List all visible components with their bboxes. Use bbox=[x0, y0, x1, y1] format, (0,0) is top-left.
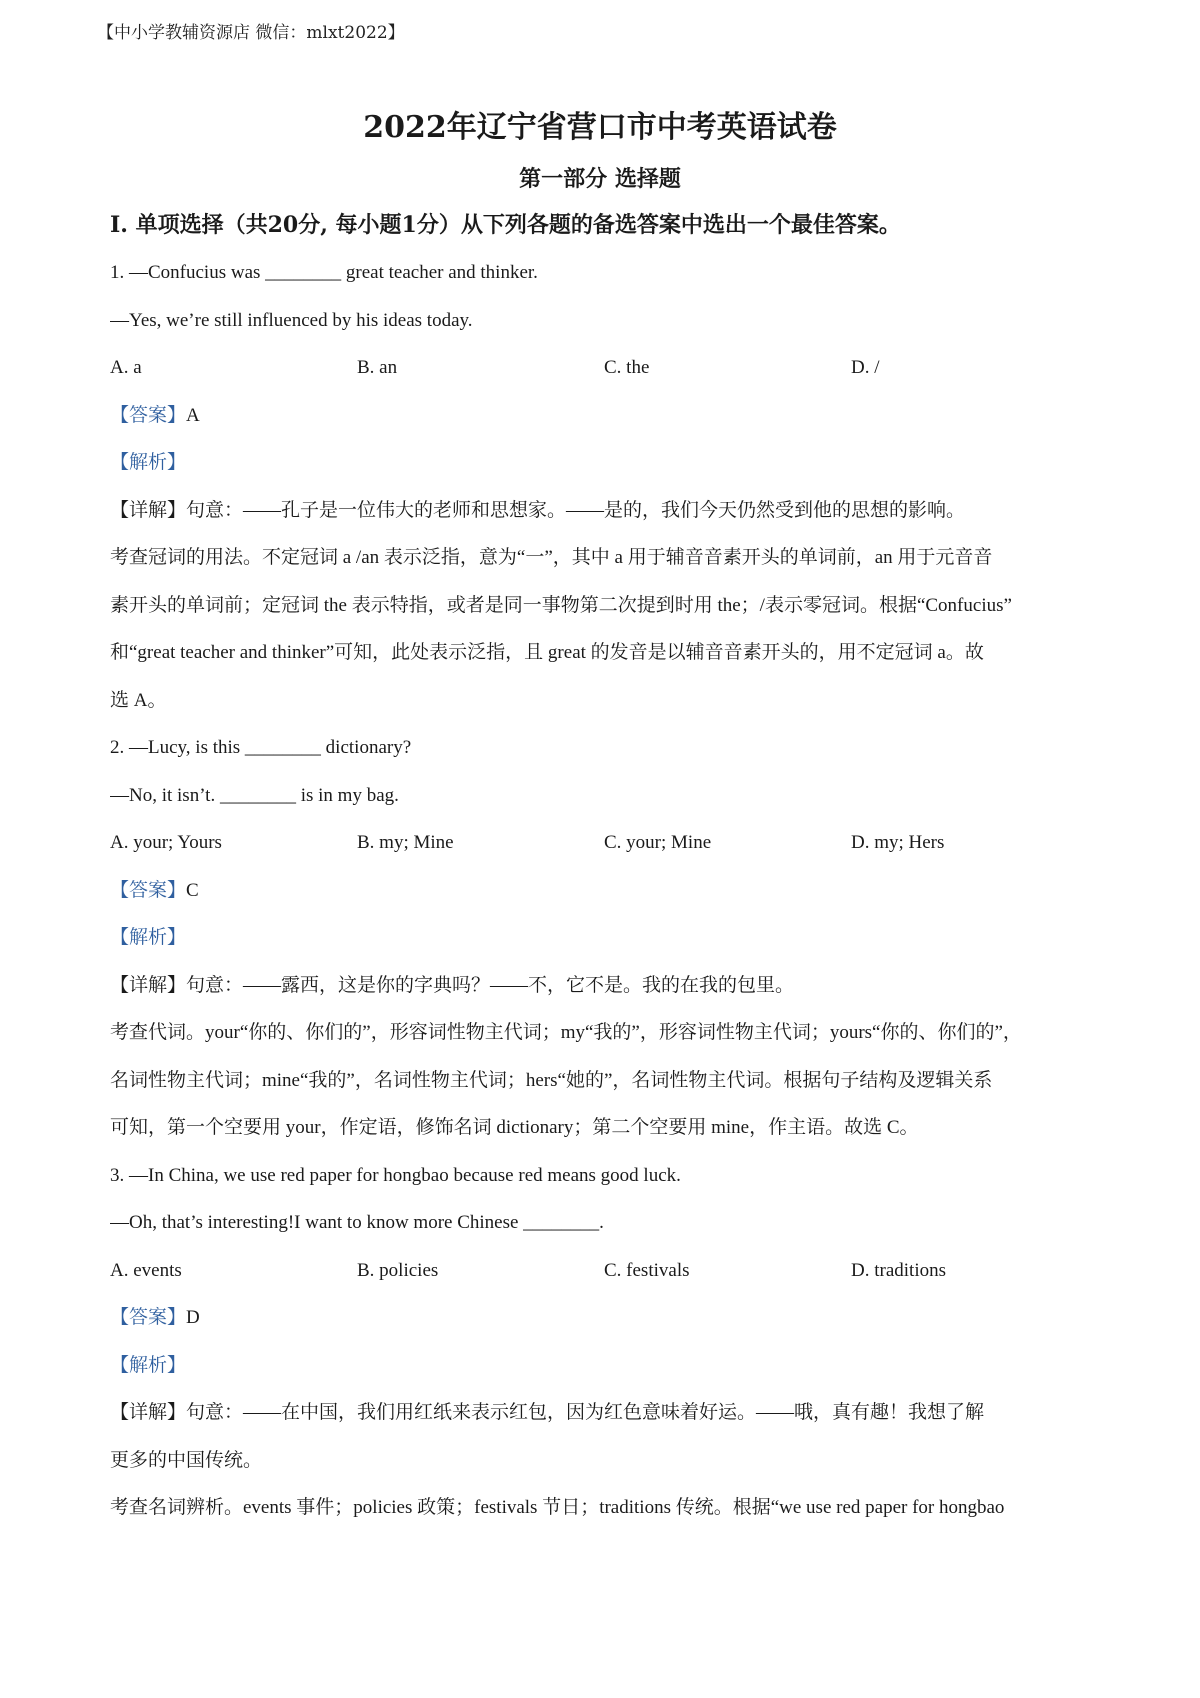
q3-detail-text1: 句意：——在中国，我们用红纸来表示红包，因为红色意味着好运。——哦，真有趣！我想了解 bbox=[186, 1402, 985, 1423]
answer-tag: 【答案】 bbox=[110, 404, 187, 426]
q1-answer bbox=[110, 401, 1100, 449]
q3-options bbox=[110, 1256, 1100, 1304]
q3-detail-line2: 更多的中国传统。 bbox=[110, 1449, 263, 1471]
q1-detail-line2: 考查冠词的用法。不定冠词 a /an 表示泛指，意为“一”，其中 a 用于辅音音素开头的单词前，an 用于元音音 bbox=[110, 547, 993, 568]
part-heading: 第一部分 选择题 bbox=[519, 166, 681, 192]
answer-tag: 【答案】 bbox=[110, 879, 187, 901]
q3-answer-value: D bbox=[186, 1307, 200, 1328]
q2-stem-line1: 2. —Lucy, is this ________ dictionary? bbox=[110, 737, 412, 758]
q2-detail-line2: 考查代词。your“你的、你们的”，形容词性物主代词；my“我的”，形容词性物主代词；yours“你的、你们的”， bbox=[110, 1022, 1022, 1043]
detail-tag: 【详解】 bbox=[110, 1402, 187, 1423]
page-title: 2022年辽宁省营口市中考英语试卷 bbox=[363, 110, 837, 145]
q2-detail-line4: 可知，第一个空要用 your，作定语，修饰名词 dictionary；第二个空要用 mine，作主语。故选 C。 bbox=[110, 1117, 919, 1138]
q2-detail-line1 bbox=[110, 971, 1100, 1019]
analysis-tag: 【解析】 bbox=[110, 452, 187, 473]
q1-detail-text1: 句意：——孔子是一位伟大的老师和思想家。——是的，我们今天仍然受到他的思想的影响。 bbox=[186, 499, 966, 521]
q1-analysis bbox=[110, 448, 1100, 496]
q3-stem-line1: 3. —In China, we use red paper for hongbao because red means good luck. bbox=[110, 1164, 681, 1186]
q2-analysis bbox=[110, 923, 1100, 971]
analysis-tag: 【解析】 bbox=[110, 927, 187, 948]
q3-option-a: A. events bbox=[110, 1259, 182, 1281]
q1-detail-line5: 选 A。 bbox=[110, 689, 167, 711]
q1-option-a: A. a bbox=[110, 357, 142, 378]
q2-option-c: C. your; Mine bbox=[604, 832, 712, 853]
q3-option-b: B. policies bbox=[357, 1259, 439, 1281]
analysis-tag: 【解析】 bbox=[110, 1354, 187, 1376]
detail-tag: 【详解】 bbox=[110, 499, 187, 521]
q1-option-d: D. / bbox=[851, 357, 880, 378]
q3-detail-line1 bbox=[110, 1398, 1100, 1446]
q1-detail-line4: 和“great teacher and thinker”可知，此处表示泛指，且 great 的发音是以辅音音素开头的，用不定冠词 a。故 bbox=[110, 642, 984, 663]
q2-stem-line2: —No, it isn’t. ________ is in my bag. bbox=[110, 784, 399, 806]
q1-option-b: B. an bbox=[357, 357, 398, 378]
q3-option-c: C. festivals bbox=[604, 1259, 690, 1281]
q2-detail-text1: 句意：——露西，这是你的字典吗？——不，它不是。我的在我的包里。 bbox=[186, 974, 795, 996]
section-heading: I. 单项选择（共20分, 每小题1分）从下列各题的备选答案中选出一个最佳答案。 bbox=[110, 212, 901, 238]
q2-option-d: D. my; Hers bbox=[851, 832, 945, 853]
q1-detail-line1 bbox=[110, 496, 1100, 544]
q3-stem-line2: —Oh, that’s interesting!I want to know more Chinese ________. bbox=[110, 1212, 604, 1233]
watermark: 【中小学教辅资源店 微信：mlxt2022】 bbox=[97, 23, 405, 43]
q3-answer bbox=[110, 1303, 1100, 1351]
q1-options bbox=[110, 353, 1100, 401]
answer-tag: 【答案】 bbox=[110, 1307, 187, 1328]
q1-option-c: C. the bbox=[604, 357, 650, 378]
q2-answer-value: C bbox=[186, 879, 199, 901]
q1-answer-value: A bbox=[186, 404, 200, 426]
q2-options bbox=[110, 828, 1100, 876]
q1-stem-line2: —Yes, we’re still influenced by his ideas today. bbox=[110, 309, 473, 331]
q2-detail-line3: 名词性物主代词；mine“我的”，名词性物主代词；hers“她的”，名词性物主代词。根据句子结构及逻辑关系 bbox=[110, 1069, 993, 1091]
questions-body bbox=[110, 258, 1100, 1541]
q2-answer bbox=[110, 876, 1100, 924]
q3-option-d: D. traditions bbox=[851, 1259, 946, 1281]
q2-option-b: B. my; Mine bbox=[357, 832, 454, 853]
q3-detail-line3: 考查名词辨析。events 事件；policies 政策；festivals 节日；traditions 传统。根据“we use red paper for hongbao bbox=[110, 1497, 1005, 1518]
detail-tag: 【详解】 bbox=[110, 974, 187, 996]
q1-detail-line3: 素开头的单词前；定冠词 the 表示特指，或者是同一事物第二次提到时用 the；/表示零冠词。根据“Confucius” bbox=[110, 594, 1012, 616]
q1-stem-line1: 1. —Confucius was ________ great teacher and thinker. bbox=[110, 262, 538, 283]
q2-option-a: A. your; Yours bbox=[110, 832, 222, 853]
q3-analysis bbox=[110, 1351, 1100, 1399]
